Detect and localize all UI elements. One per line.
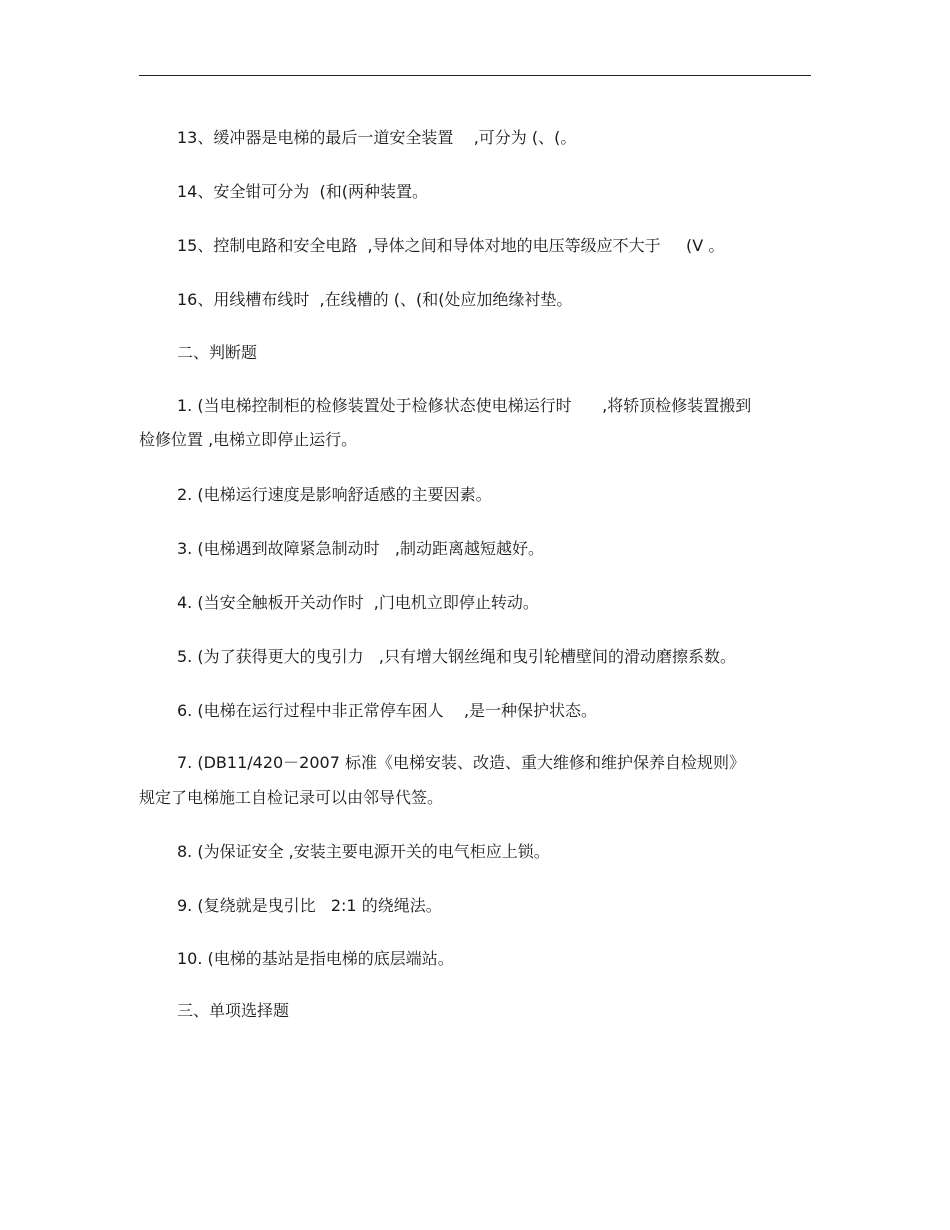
judgment-4: 4. (当安全触板开关动作时 ,门电机立即停止转动。 bbox=[177, 593, 539, 612]
judgment-7-line-1: 7. (DB11/420－2007 标准《电梯安装、改造、重大维修和维护保养自检规则》 bbox=[177, 753, 745, 772]
judgment-2: 2. (电梯运行速度是影响舒适感的主要因素。 bbox=[177, 485, 492, 504]
question-14: 14、安全钳可分为 (和(两种装置。 bbox=[177, 182, 429, 201]
question-13: 13、缓冲器是电梯的最后一道安全装置 ,可分为 (、(。 bbox=[177, 128, 577, 147]
section-heading-single-choice: 三、单项选择题 bbox=[177, 1001, 290, 1020]
section-heading-judgment: 二、判断题 bbox=[177, 343, 258, 362]
question-16: 16、用线槽布线时 ,在线槽的 (、(和(处应加绝缘衬垫。 bbox=[177, 290, 573, 309]
question-15: 15、控制电路和安全电路 ,导体之间和导体对地的电压等级应不大于 (V 。 bbox=[177, 236, 725, 255]
judgment-9: 9. (复绕就是曳引比 2:1 的绕绳法。 bbox=[177, 896, 442, 915]
header-rule bbox=[139, 75, 811, 76]
judgment-10: 10. (电梯的基站是指电梯的底层端站。 bbox=[177, 949, 454, 968]
judgment-8: 8. (为保证安全 ,安装主要电源开关的电气柜应上锁。 bbox=[177, 842, 550, 861]
judgment-1-line-1: 1. (当电梯控制柜的检修装置处于检修状态使电梯运行时 ,将轿顶检修装置搬到 bbox=[177, 396, 752, 415]
judgment-5: 5. (为了获得更大的曳引力 ,只有增大钢丝绳和曳引轮槽壁间的滑动磨擦系数。 bbox=[177, 647, 736, 666]
judgment-1-line-2: 检修位置 ,电梯立即停止运行。 bbox=[139, 430, 358, 449]
judgment-3: 3. (电梯遇到故障紧急制动时 ,制动距离越短越好。 bbox=[177, 539, 544, 558]
judgment-7-line-2: 规定了电梯施工自检记录可以由邻导代签。 bbox=[139, 788, 444, 807]
judgment-6: 6. (电梯在运行过程中非正常停车困人 ,是一种保护状态。 bbox=[177, 701, 598, 720]
